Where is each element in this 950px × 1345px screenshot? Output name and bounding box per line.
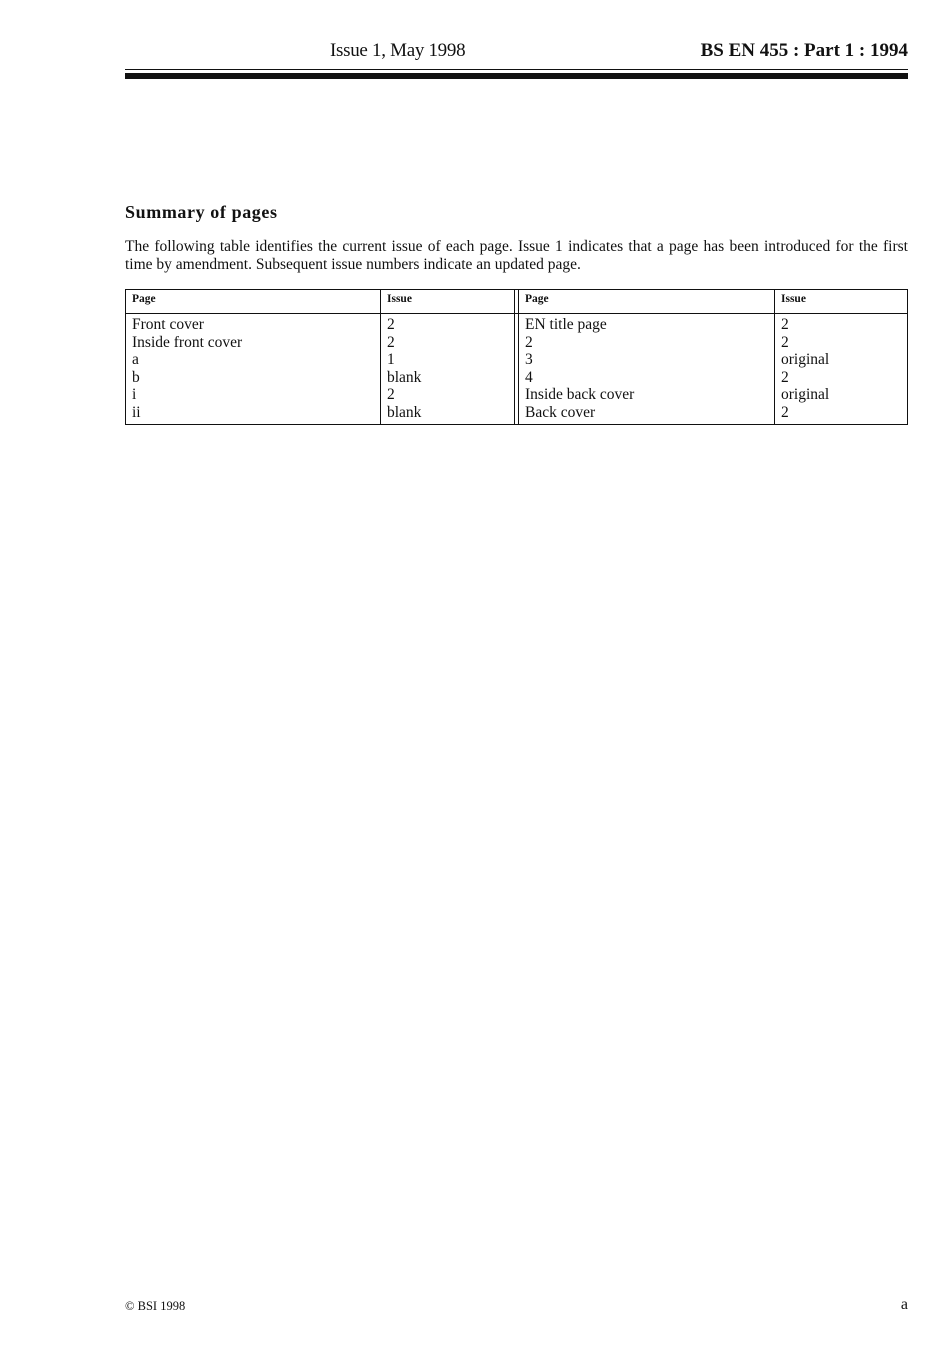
table-cell: 4 [525,368,533,386]
column-header: Page [132,293,156,305]
table-cell: i [132,386,137,404]
table-cell: Front cover [132,316,204,333]
footer-page-label: a [900,1296,908,1313]
table-cell: a [132,351,139,369]
table-cell: blank [387,403,422,421]
header-rule-thick [125,73,908,79]
column-header: Issue [387,293,412,305]
footer-copyright: © BSI 1998 [125,1299,186,1313]
table-cell: b [132,368,140,386]
table-cell: EN title page [525,316,607,333]
table-cell: original [781,351,830,369]
table-cell: Inside front cover [132,333,243,351]
section-intro: The following table identifies the current issue of each page. Issue 1 indicates that a page has been introduced for the first time by amendment. Subsequent issue numbers indicate an updated page. [125,238,908,273]
column-right-page [519,290,774,424]
column-right-issue [775,290,907,424]
table-cell: 2 [781,403,789,421]
header-document-id: BS EN 455 : Part 1 : 1994 [700,40,908,61]
table-cell: 1 [387,351,395,369]
table-cell: 2 [387,386,395,404]
column-left-page [126,290,380,424]
column-header: Page [525,293,549,305]
table-cell: 2 [387,333,395,351]
table-cell: 2 [781,333,789,351]
table-cell: 2 [525,333,533,351]
table-cell: 3 [525,351,533,369]
table-cell: original [781,386,830,404]
table-divider [514,290,515,424]
table-cell: ii [132,403,141,421]
table-cell: 2 [781,316,789,333]
summary-table [125,289,908,425]
table-cell: Inside back cover [525,386,635,404]
column-left-issue [381,290,514,424]
header-rule-thin [125,69,908,70]
table-cell: 2 [387,316,395,333]
table-cell: Back cover [525,403,596,421]
table-cell: blank [387,368,422,386]
header-issue: Issue 1, May 1998 [330,40,466,61]
column-header: Issue [781,293,806,305]
table-cell: 2 [781,368,789,386]
section-title: Summary of pages [125,202,278,222]
